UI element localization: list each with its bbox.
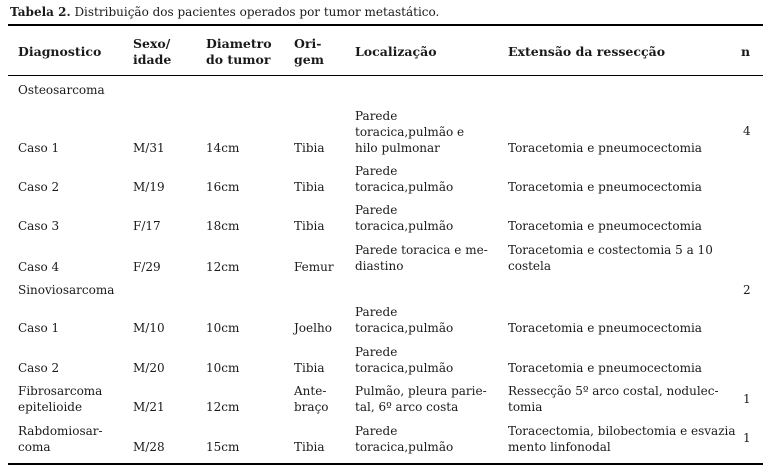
- cell-diagnostico: Caso 1: [18, 141, 60, 155]
- cell-diametro: 14cm: [206, 141, 240, 155]
- header-rule: [8, 75, 763, 76]
- header-localizacao: Localização: [355, 44, 437, 59]
- cell-origem: Tibia: [294, 141, 325, 155]
- group-label: Osteosarcoma: [18, 83, 105, 97]
- cell-origem: Ante- braço: [294, 384, 329, 414]
- cell-diagnostico: Caso 4: [18, 260, 60, 274]
- cell-n: 1: [743, 431, 751, 445]
- header-diametro: Diametro do tumor: [206, 36, 272, 67]
- cell-diametro: 18cm: [206, 219, 240, 233]
- cell-extensao: Toracetomia e pneumocectomia: [508, 180, 702, 194]
- cell-diagnostico: Caso 2: [18, 361, 60, 375]
- cell-localizacao: Parede toracica,pulmão: [355, 345, 454, 375]
- cell-diagnostico: Rabdomiosar- coma: [18, 424, 103, 454]
- cell-extensao: Toracetomia e pneumocectomia: [508, 219, 702, 233]
- cell-diametro: 12cm: [206, 400, 240, 414]
- cell-diametro: 10cm: [206, 321, 240, 335]
- header-origem: Ori- gem: [294, 36, 324, 67]
- cell-origem: Tibia: [294, 440, 325, 454]
- cell-diametro: 16cm: [206, 180, 240, 194]
- top-rule: [8, 24, 763, 26]
- cell-localizacao: Parede toracica e me- diastino: [355, 243, 488, 273]
- cell-origem: Tibia: [294, 180, 325, 194]
- cell-extensao: Toracetomia e costectomia 5 a 10 costela: [508, 243, 713, 273]
- header-diagnostico: Diagnostico: [18, 44, 102, 59]
- bottom-rule: [8, 463, 763, 465]
- cell-extensao: Toracetomia e pneumocectomia: [508, 321, 702, 335]
- cell-sexo-idade: M/20: [133, 361, 165, 375]
- cell-origem: Femur: [294, 260, 334, 274]
- group-count: 2: [743, 283, 751, 297]
- cell-sexo-idade: F/29: [133, 260, 161, 274]
- cell-origem: Tibia: [294, 219, 325, 233]
- cell-localizacao: Pulmão, pleura parie- tal, 6º arco costa: [355, 384, 487, 414]
- header-sexo-idade: Sexo/ idade: [133, 36, 172, 67]
- cell-origem: Tibia: [294, 361, 325, 375]
- cell-sexo-idade: M/10: [133, 321, 165, 335]
- cell-sexo-idade: M/19: [133, 180, 165, 194]
- group-count: 4: [743, 124, 751, 138]
- cell-localizacao: Parede toracica,pulmão: [355, 203, 454, 233]
- header-n: n: [741, 44, 751, 59]
- cell-sexo-idade: M/28: [133, 440, 165, 454]
- cell-sexo-idade: F/17: [133, 219, 161, 233]
- caption-text: Distribuição dos pacientes operados por tumor metastático.: [70, 5, 440, 19]
- cell-extensao: Toracetomia e pneumocectomia: [508, 361, 702, 375]
- cell-localizacao: Parede toracica,pulmão: [355, 305, 454, 335]
- cell-diagnostico: Caso 2: [18, 180, 60, 194]
- header-extensao: Extensão da ressecção: [508, 44, 666, 59]
- cell-diagnostico: Fibrosarcoma epitelioide: [18, 384, 103, 414]
- cell-diagnostico: Caso 3: [18, 219, 60, 233]
- cell-localizacao: Parede toracica,pulmão: [355, 164, 454, 194]
- cell-diametro: 10cm: [206, 361, 240, 375]
- cell-diagnostico: Caso 1: [18, 321, 60, 335]
- cell-localizacao: Parede toracica,pulmão: [355, 424, 454, 454]
- cell-extensao: Toracectomia, bilobectomia e esvazia mento linfonodal: [508, 424, 736, 454]
- cell-diametro: 15cm: [206, 440, 240, 454]
- caption-label: Tabela 2.: [10, 5, 71, 19]
- cell-n: 1: [743, 392, 751, 406]
- cell-sexo-idade: M/21: [133, 400, 165, 414]
- table-caption: [10, 5, 439, 19]
- group-label: Sinoviosarcoma: [18, 283, 115, 297]
- cell-diametro: 12cm: [206, 260, 240, 274]
- cell-extensao: Ressecção 5º arco costal, nodulec- tomia: [508, 384, 719, 414]
- cell-extensao: Toracetomia e pneumocectomia: [508, 141, 702, 155]
- cell-origem: Joelho: [294, 321, 332, 335]
- cell-sexo-idade: M/31: [133, 141, 165, 155]
- cell-localizacao: Parede toracica,pulmão e hilo pulmonar: [355, 109, 465, 155]
